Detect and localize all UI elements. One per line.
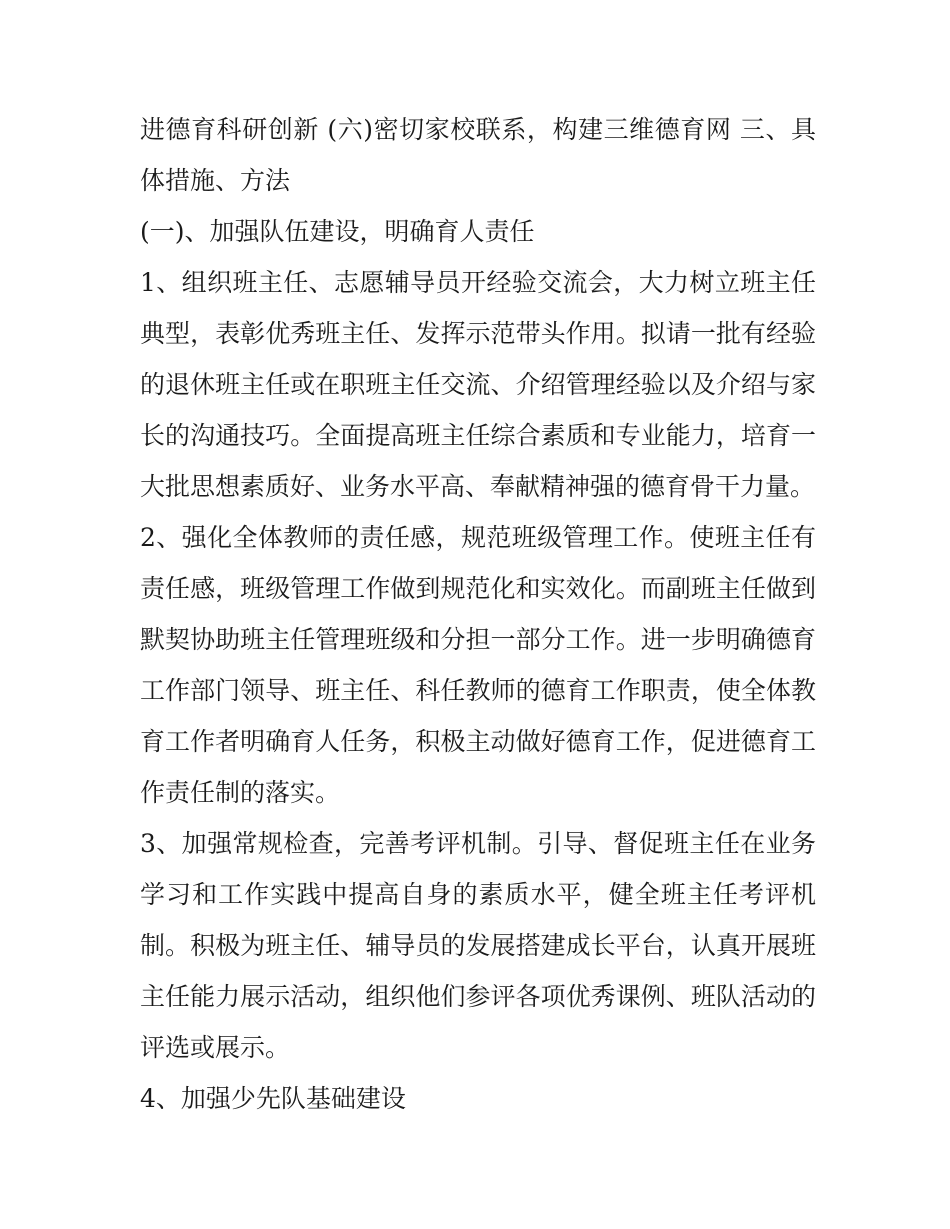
paragraph-item-3: 3、加强常规检查，完善考评机制。引导、督促班主任在业务学习和工作实践中提高自身的素质水平，健全班主任考评机制。积极为班主任、辅导员的发展搭建成长平台，认真开展班主任能力展示活动，组织他们参评各项优秀课例、班队活动的评选或展示。 — [140, 829, 816, 1062]
section-heading-team-building: (一)、加强队伍建设，明确育人责任 — [140, 217, 535, 246]
paragraph-item-1: 1、组织班主任、志愿辅导员开经验交流会，大力树立班主任典型，表彰优秀班主任、发挥示范带头作用。拟请一批有经验的退休班主任或在职班主任交流、介绍管理经验以及介绍与家长的沟通技巧。全面提高班主任综合素质和专业能力，培育一大批思想素质好、业务水平高、奉献精神强的德育骨干力量。 — [140, 268, 816, 501]
paragraph-intro: 进德育科研创新 (六)密切家校联系，构建三维德育网 三、具体措施、方法 — [140, 115, 816, 195]
paragraph-item-4: 4、加强少先队基础建设 — [140, 1084, 406, 1113]
paragraph-item-2: 2、强化全体教师的责任感，规范班级管理工作。使班主任有责任感，班级管理工作做到规范化和实效化。而副班主任做到默契协助班主任管理班级和分担一部分工作。进一步明确德育工作部门领导、班主任、科任教师的德育工作职责，使全体教育工作者明确育人任务，积极主动做好德育工作，促进德育工作责任制的落实。 — [140, 523, 816, 807]
document-body — [140, 104, 816, 1124]
